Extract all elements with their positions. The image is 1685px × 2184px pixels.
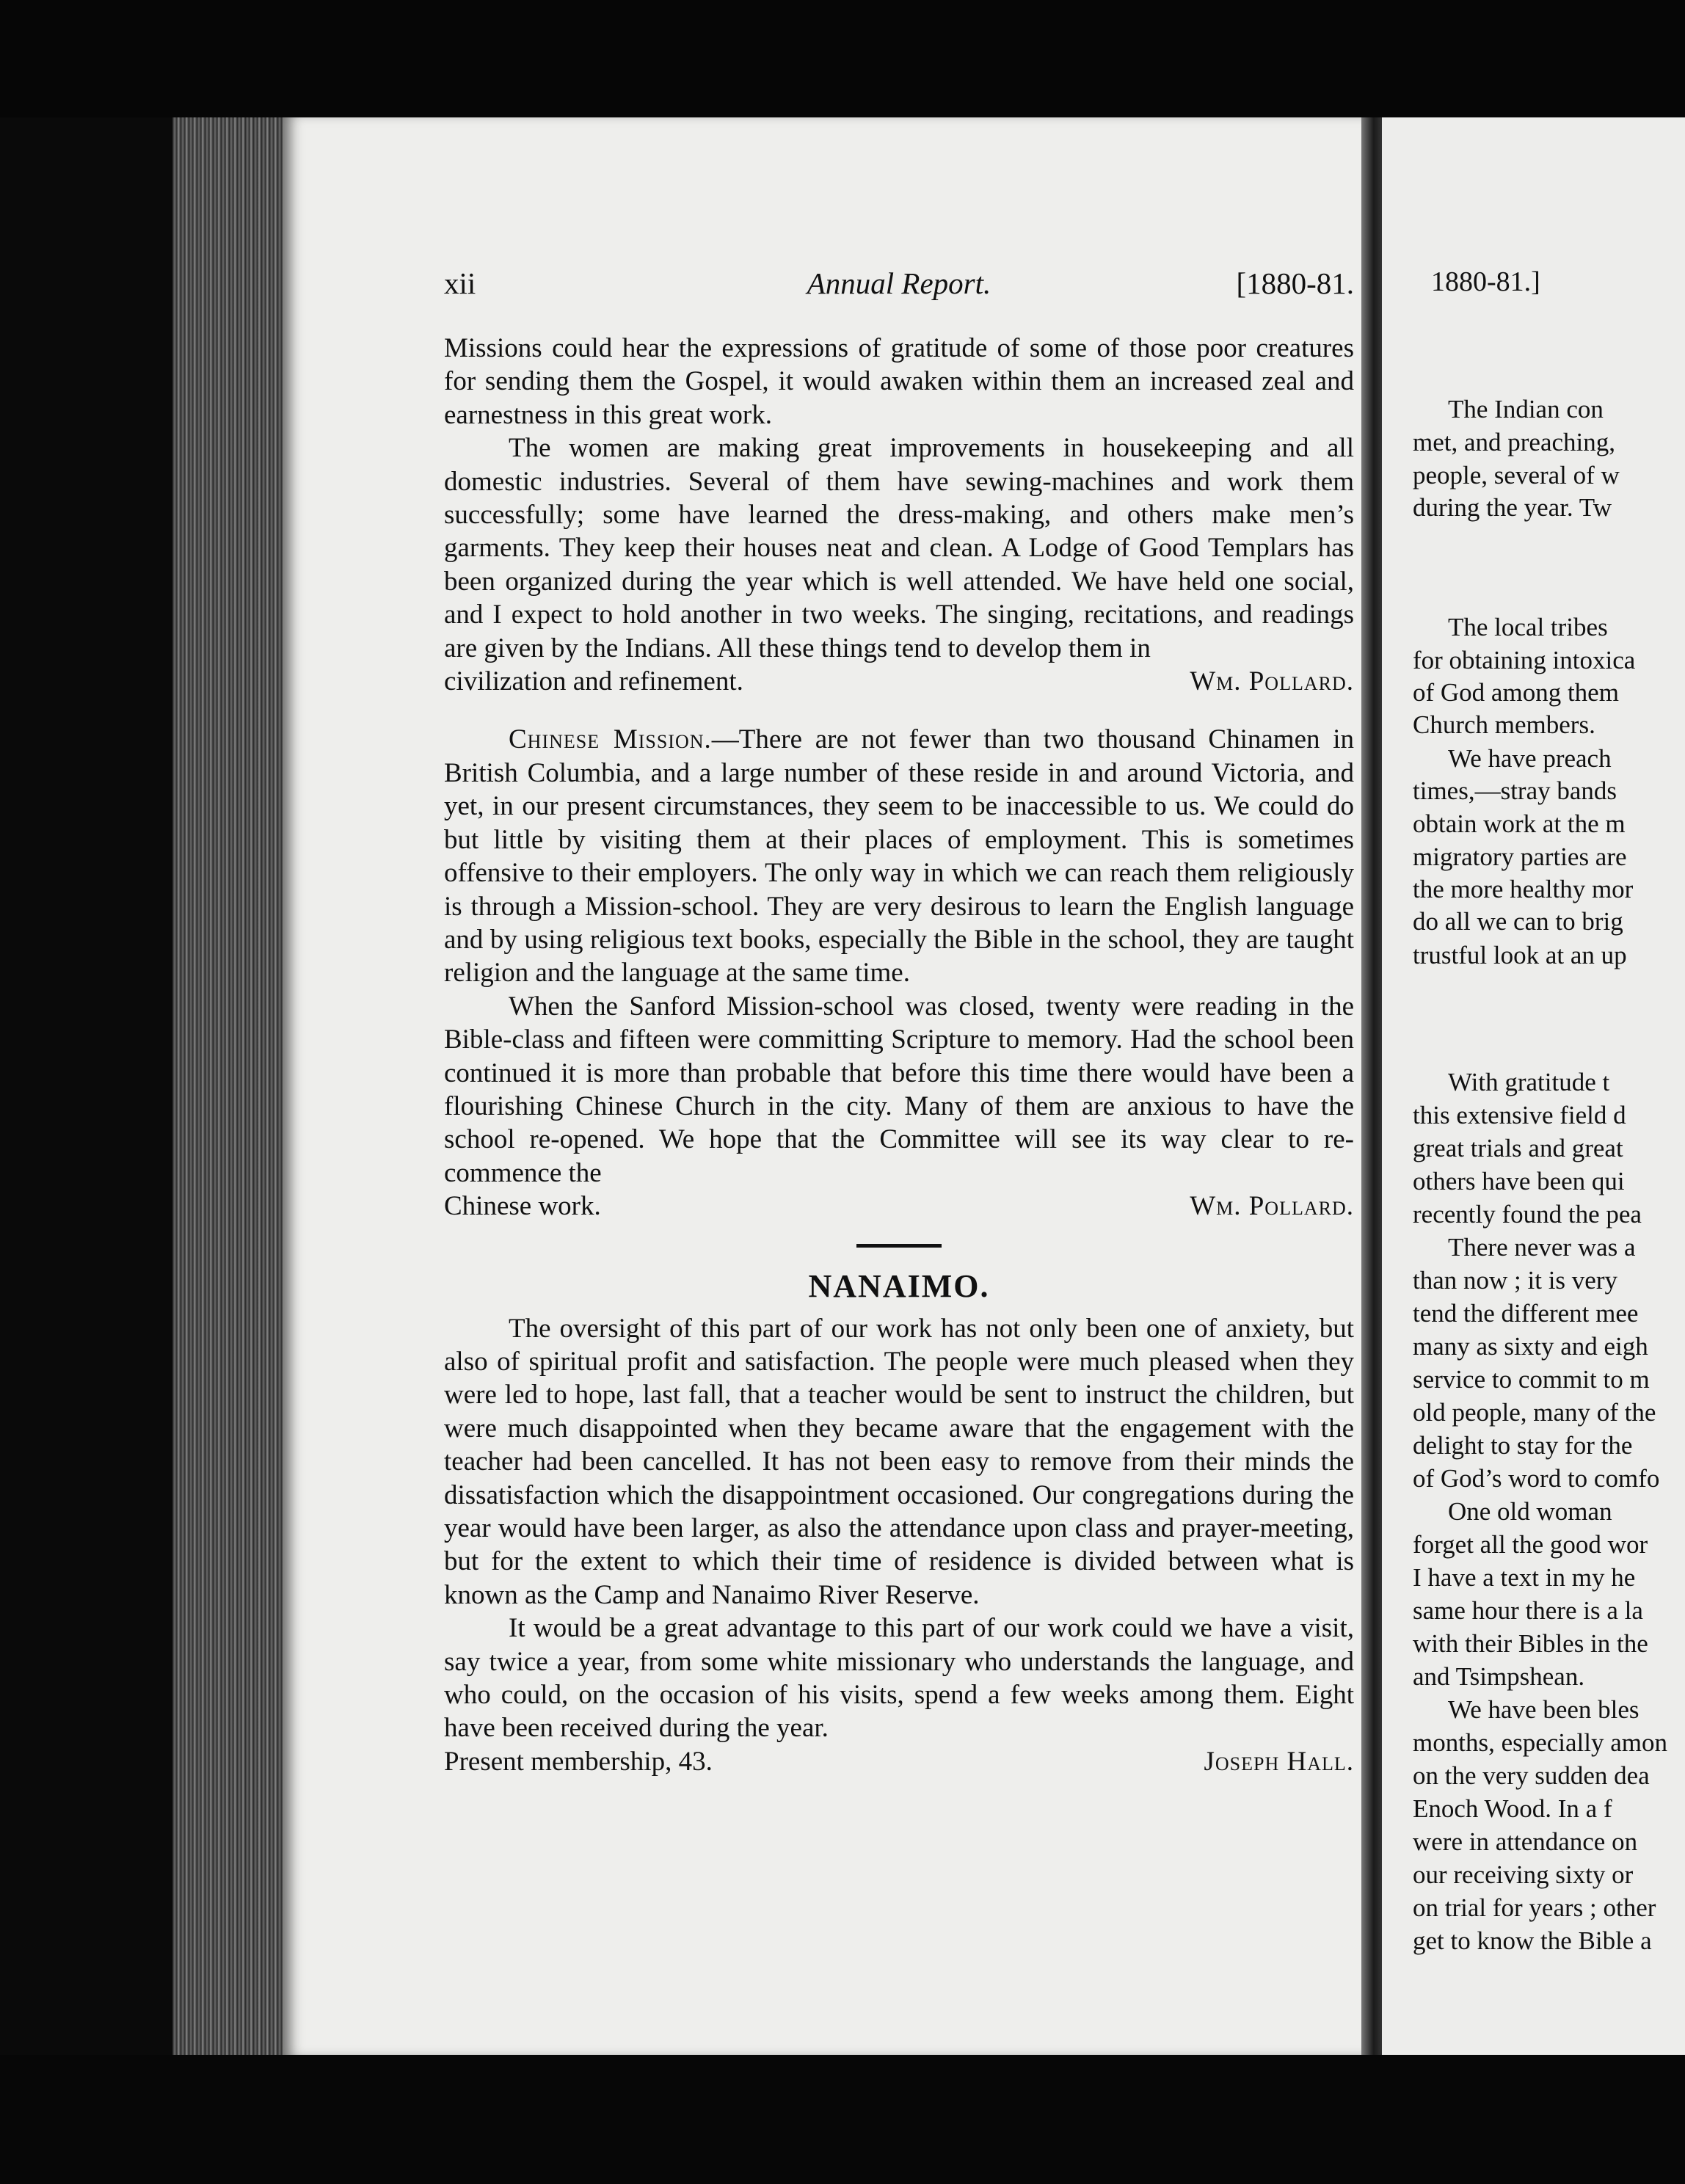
section-gap: [444, 698, 1354, 723]
right-page-line: We have been bles: [1448, 1695, 1639, 1724]
right-running-head: 1880-81.]: [1431, 266, 1540, 297]
signature-pollard-2: Wm. Pollard.: [1190, 1191, 1354, 1222]
right-page-line: migratory parties are: [1413, 842, 1627, 871]
right-page-line: service to commit to m: [1413, 1365, 1650, 1394]
right-page-line: our receiving sixty or: [1413, 1860, 1634, 1889]
right-page-line: One old woman: [1448, 1497, 1612, 1526]
right-page-line: than now ; it is very: [1413, 1266, 1617, 1295]
right-page-line: others have been qui: [1413, 1167, 1625, 1195]
pollard-paragraph-1: Missions could hear the expressions of gratitude of some of those poor creatures for sending them the Gospel, it would awaken within them an increased zeal and earnestness in this great work.: [444, 333, 1354, 430]
right-page-line: were in attendance on: [1413, 1827, 1638, 1856]
right-page-line: forget all the good wor: [1413, 1530, 1648, 1559]
right-page-line: times,—stray bands: [1413, 776, 1617, 805]
right-page-line: Enoch Wood. In a f: [1413, 1794, 1612, 1823]
pollard-paragraph-2: The women are making great improvements in housekeeping and all domestic industries. Several of them have sewing-machines and work them successfully; some have learned the dress-making, and others make men’s garments. They keep their houses neat and clean. A Lodge of Good Templars has been organized during the year which is well attended. We have held one social, and I expect to hold another in two weeks. The singing, recitations, and readings are given by the Indians. All these things tend to develop them in: [444, 433, 1354, 663]
nanaimo-heading: NANAIMO.: [808, 1267, 990, 1304]
chinese-last-line: Chinese work.: [444, 1191, 601, 1222]
signature-hall: Joseph Hall.: [1204, 1746, 1354, 1777]
page-number: xii: [444, 266, 476, 300]
right-page-line: of God among them: [1413, 678, 1619, 707]
right-page-line: I have a text in my he: [1413, 1563, 1636, 1592]
nanaimo-paragraph-1: The oversight of this part of our work has not only been one of anxiety, but also of spiritual profit and satisfaction. The people were much pleased when they were led to hope, last fall, that a teacher would be sent to instruct the children, but were much disappointed when they became aware that the engagement with the teacher had been cancelled. It has not been easy to remove from their minds the dissatisfaction which the disappointment occasioned. Our congregations during the year would have been larger, as also the attendance upon class and prayer-meeting, but for the extent to which their time of residence is divided between what is known as the Camp and Nanaimo River Reserve.: [444, 1313, 1354, 1610]
right-page-line: get to know the Bible a: [1413, 1926, 1652, 1955]
right-page-line: of God’s word to comfo: [1413, 1464, 1660, 1493]
right-page-line: met, and preaching,: [1413, 428, 1616, 456]
right-page-line: The Indian con: [1448, 395, 1604, 423]
running-head: [444, 266, 1354, 302]
right-page-line: Church members.: [1413, 710, 1595, 739]
right-page-line: The local tribes: [1448, 613, 1608, 641]
right-page-line: people, several of w: [1413, 461, 1620, 489]
chinese-mission-heading: Chinese Mission.: [509, 724, 712, 755]
running-title: Annual Report.: [807, 266, 991, 300]
right-page-line: There never was a: [1448, 1233, 1636, 1262]
book-page-edges: [172, 117, 283, 2055]
right-page-line: great trials and great: [1413, 1134, 1623, 1162]
right-page-line: this extensive field d: [1413, 1101, 1626, 1129]
book-gutter: [1361, 117, 1382, 2055]
scan-frame-bottom: [0, 2055, 1685, 2184]
right-page-line: with their Bibles in the: [1413, 1629, 1648, 1658]
scan-frame-top: [0, 0, 1685, 117]
chinese-mission-paragraph: [444, 723, 1354, 989]
chinese-mission-paragraph-2: When the Sanford Mission-school was closed, twenty were reading in the Bible-class and fifteen were committing Scripture to memory. Had the school been continued it is more than probable that before this time there would have been a flourishing Chinese Church in the city. Many of them are anxious to have the school re-opened. We hope that the Committee will see its way clear to re-commence the: [444, 991, 1354, 1188]
right-page-line: We have preach: [1448, 744, 1612, 773]
pollard-last-line: civilization and refinement.: [444, 666, 743, 697]
right-page-line: on the very sudden dea: [1413, 1761, 1650, 1790]
right-page-line: recently found the pea: [1413, 1200, 1642, 1228]
right-page-line: trustful look at an up: [1413, 941, 1627, 969]
section-divider: [856, 1244, 942, 1248]
nanaimo-last-line: Present membership, 43.: [444, 1746, 713, 1777]
nanaimo-signoff-line: [444, 1745, 1354, 1778]
chinese-signoff-line: [444, 1190, 1354, 1223]
pollard-signoff-line: [444, 665, 1354, 698]
right-page-line: months, especially amon: [1413, 1728, 1668, 1757]
right-page-line: on trial for years ; other: [1413, 1893, 1656, 1922]
running-year: [1880-81.: [1236, 266, 1354, 300]
signature-pollard-1: Wm. Pollard.: [1190, 666, 1354, 697]
right-page-line: same hour there is a la: [1413, 1596, 1643, 1625]
right-page-line: obtain work at the m: [1413, 809, 1626, 838]
left-page-text: [444, 332, 1354, 1778]
right-page-line: With gratitude t: [1448, 1068, 1610, 1096]
right-page-line: for obtaining intoxica: [1413, 646, 1636, 674]
chinese-mission-text: —There are not fewer than two thousand Chinamen in British Columbia, and a large number of these reside in and around Victoria, and yet, in our present circumstances, they seem to be inaccessible to us. We could do but little by visiting them at their places of employment. This is sometimes offensive to their employers. The only way in which we can reach them religiously is through a Mission-school. They are very desirous to learn the English language and by using religious text books, especially the Bible in the school, they are taught religion and the language at the same time.: [444, 724, 1354, 989]
right-page-line: tend the different mee: [1413, 1299, 1639, 1328]
right-page-line: do all we can to brig: [1413, 907, 1623, 936]
nanaimo-paragraph-2: It would be a great advantage to this part of our work could we have a visit, say twice a year, from some white missionary who understands the language, and who could, on the occasion of his visits, spend a few weeks among them. Eight have been received during the year.: [444, 1613, 1354, 1744]
right-page-line: old people, many of the: [1413, 1398, 1656, 1427]
right-page-line: the more healthy mor: [1413, 875, 1634, 903]
right-page-line: during the year. Tw: [1413, 493, 1612, 522]
right-page-line: delight to stay for the: [1413, 1431, 1633, 1460]
right-page-line: many as sixty and eigh: [1413, 1332, 1648, 1361]
right-page-line: and Tsimpshean.: [1413, 1662, 1585, 1691]
